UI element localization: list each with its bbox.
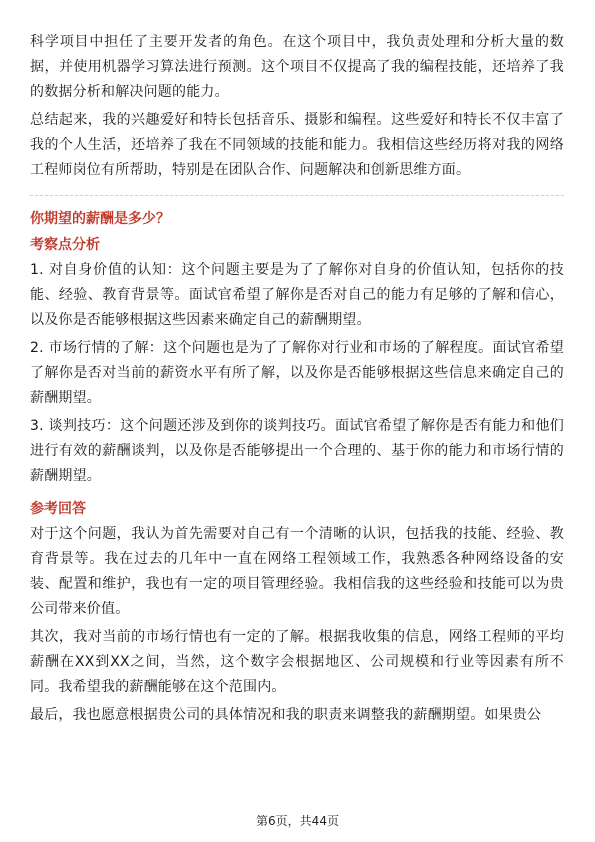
intro-paragraph: 总结起来，我的兴趣爱好和特长包括音乐、摄影和编程。这些爱好和特长不仅丰富了我的个人生活，还培养了我在不同领域的技能和能力。我相信这些经历将对我的网络工程师岗位有所帮助，特别是在团队合作、问题解决和创新思维方面。	[30, 112, 564, 178]
question-title: 你期望的薪酬是多少？	[30, 211, 170, 227]
intro-paragraph: 科学项目中担任了主要开发者的角色。在这个项目中，我负责处理和分析大量的数据，并使用机器学习算法进行预测。这个项目不仅提高了我的编程技能，还培养了我的数据分析和解决问题的能力。	[30, 34, 564, 100]
analysis-point: 2. 市场行情的了解：这个问题也是为了了解你对行业和市场的了解程度。面试官希望了解你是否对当前的薪资水平有所了解，以及你是否能够根据这些信息来确定自己的薪酬期望。	[30, 340, 564, 406]
answer-paragraph: 对于这个问题，我认为首先需要对自己有一个清晰的认识，包括我的技能、经验、教育背景等。我在过去的几年中一直在网络工程领域工作，我熟悉各种网络设备的安装、配置和维护，我也有一定的项目管理经验。我相信我的这些经验和技能可以为贵公司带来价值。	[30, 526, 564, 617]
analysis-point: 1. 对自身价值的认知：这个问题主要是为了了解你对自身的价值认知，包括你的技能、经验、教育背景等。面试官希望了解你是否对自己的能力有足够的了解和信心，以及你是否能够根据这些因素来确定自己的薪酬期望。	[30, 262, 564, 328]
analysis-heading: 考察点分析	[30, 237, 100, 253]
analysis-point: 3. 谈判技巧：这个问题还涉及到你的谈判技巧。面试官希望了解你是否有能力和他们进行有效的薪酬谈判，以及你是否能够提出一个合理的、基于你的能力和市场行情的薪酬期望。	[30, 418, 564, 484]
answer-heading: 参考回答	[30, 501, 86, 517]
answer-paragraph: 其次，我对当前的市场行情也有一定的了解。根据我收集的信息，网络工程师的平均薪酬在XX到XX之间，当然，这个数字会根据地区、公司规模和行业等因素有所不同。我希望我的薪酬能够在这个范围内。	[30, 629, 564, 695]
page-number: 第6页，共44页	[256, 814, 339, 828]
answer-paragraph: 最后，我也愿意根据贵公司的具体情况和我的职责来调整我的薪酬期望。如果贵公	[30, 707, 542, 723]
section-divider	[30, 195, 564, 196]
document-page	[30, 30, 564, 731]
